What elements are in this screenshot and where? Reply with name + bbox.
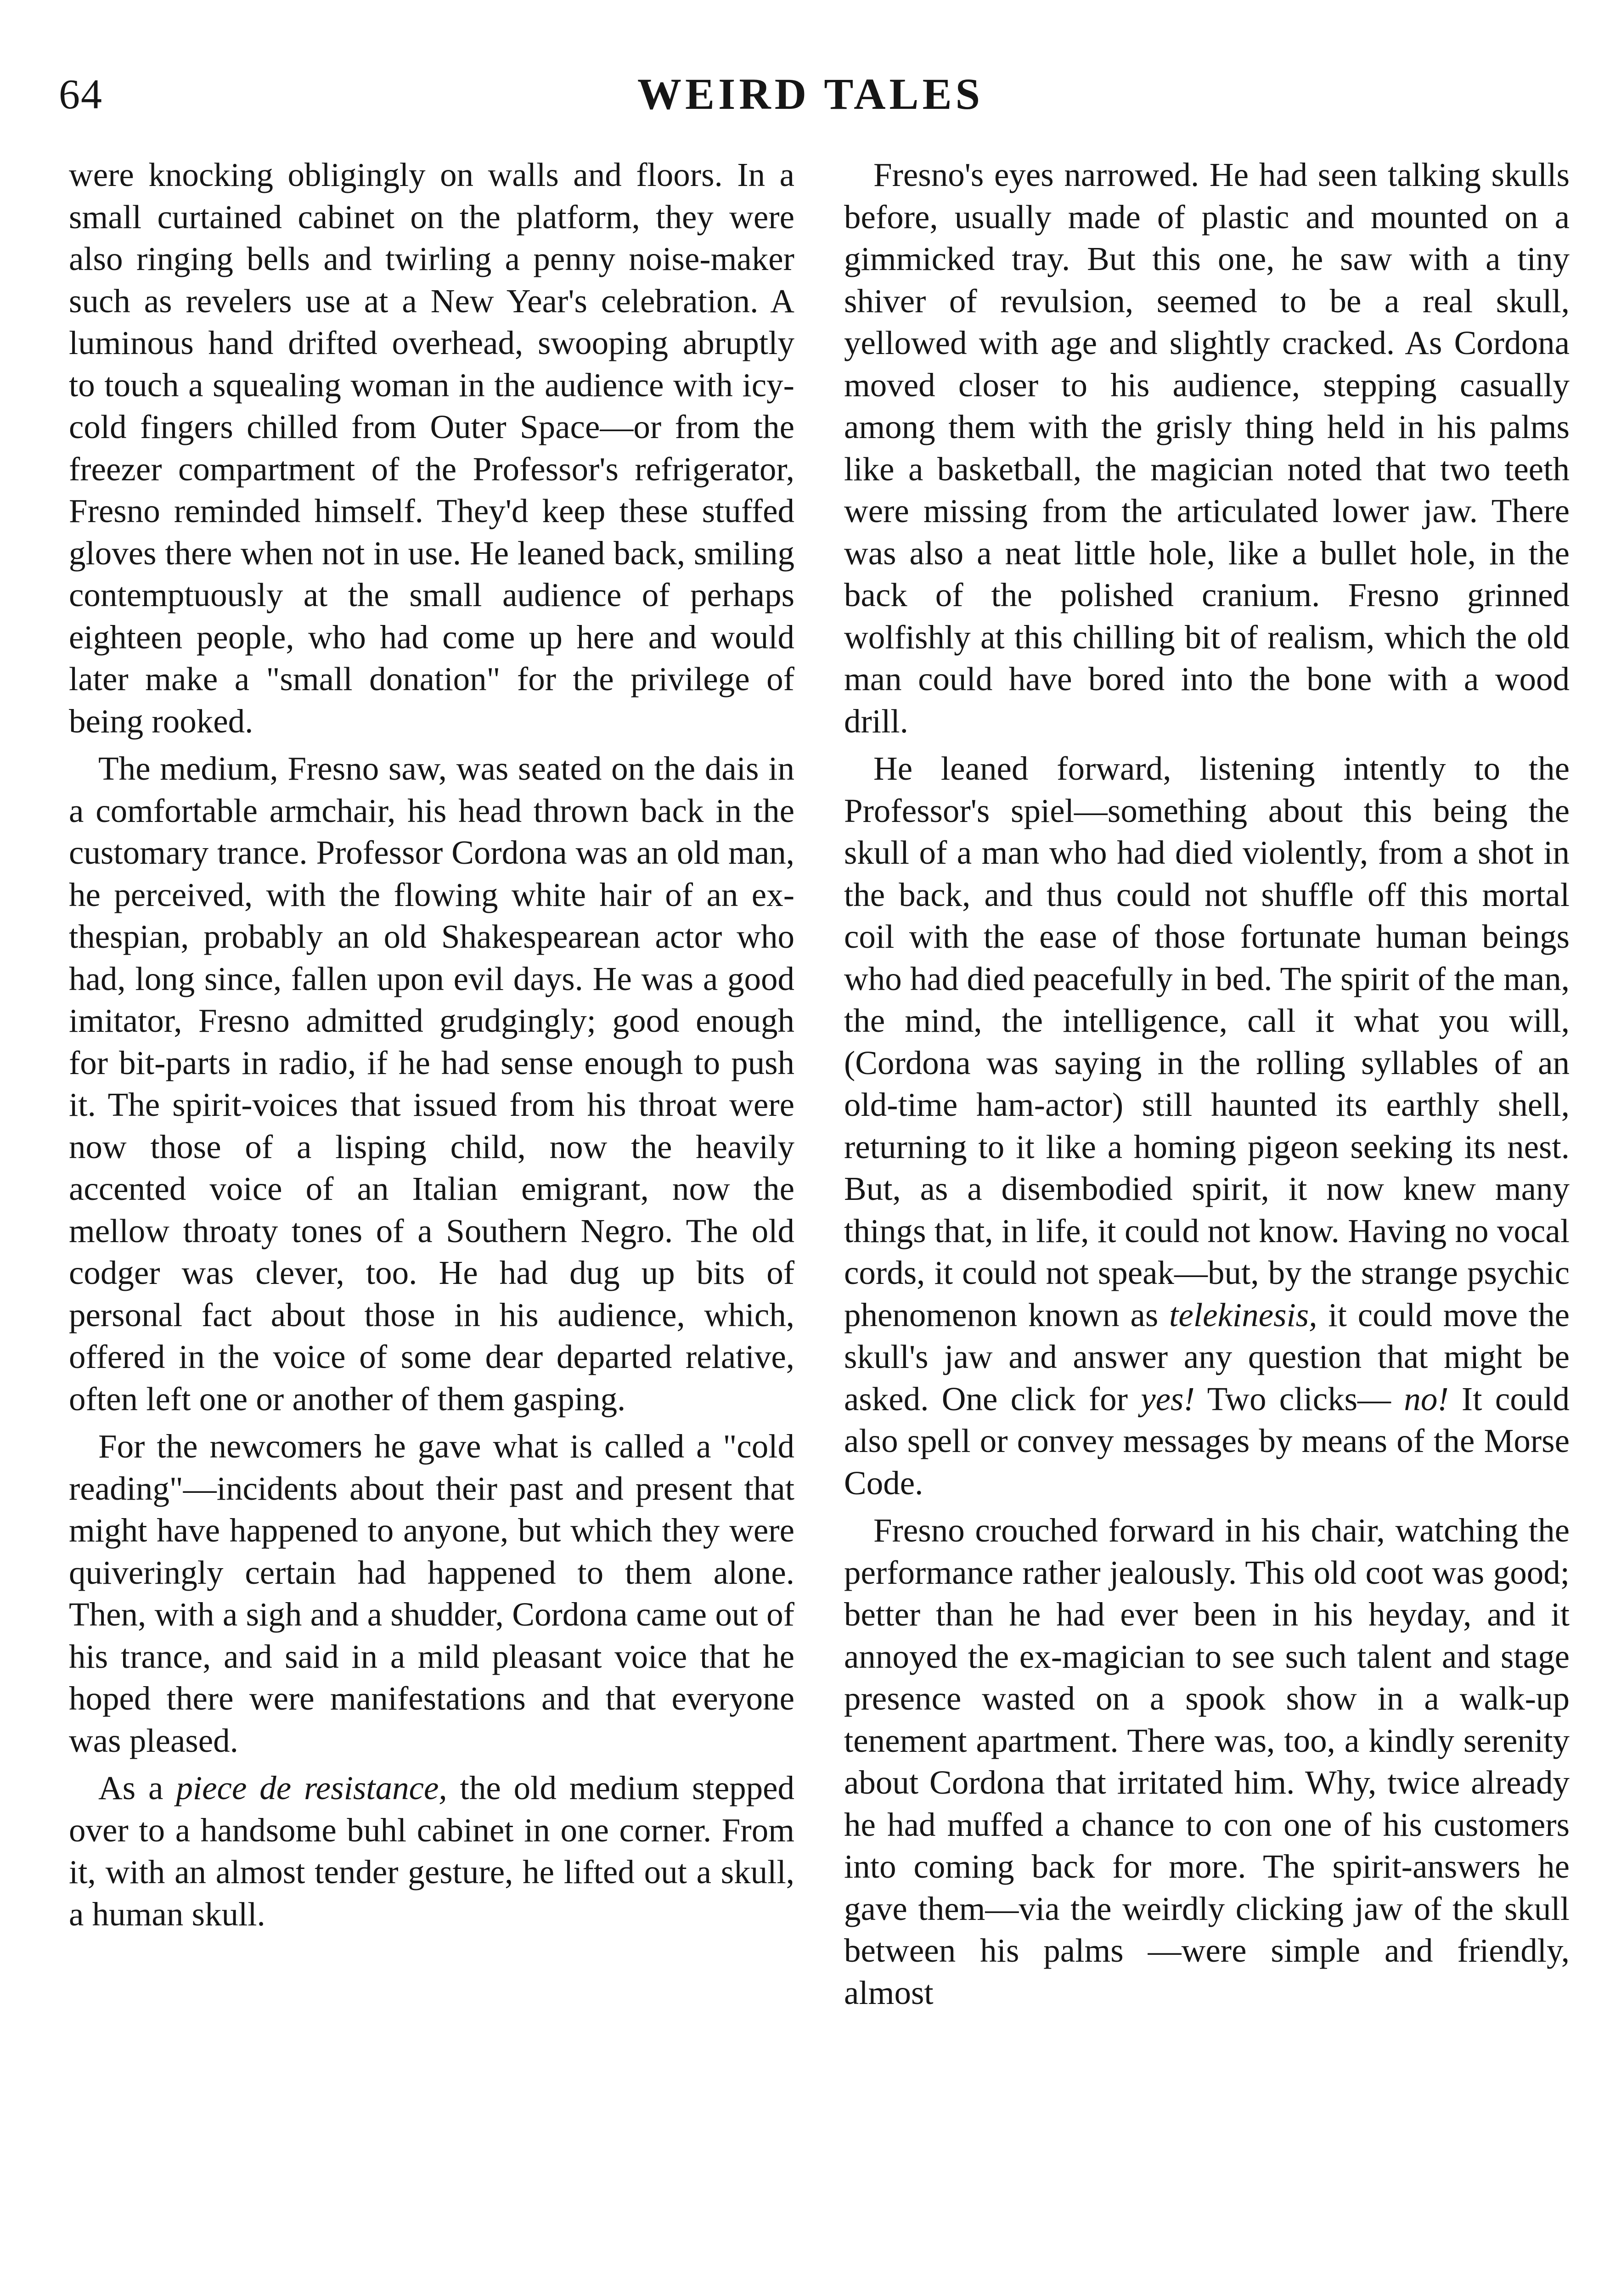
- running-title: WEIRD TALES: [637, 69, 984, 118]
- left-column: [69, 154, 794, 1941]
- paragraph: [69, 1767, 794, 1935]
- italic-word: telekinesis,: [1169, 1296, 1317, 1334]
- page-number: 64: [59, 71, 103, 118]
- text-run: It could also spell or convey messages by means of the Morse Code.: [844, 1380, 1570, 1502]
- text-run: it could move the skull's jaw and answer any question that might be asked. One click for: [844, 1296, 1570, 1418]
- text-run: Two clicks—: [1194, 1380, 1404, 1418]
- page-header: [0, 69, 1621, 124]
- paragraph: [844, 748, 1570, 1504]
- right-column: [844, 154, 1570, 2019]
- text-run: As a: [98, 1769, 176, 1806]
- paragraph: The medium, Fresno saw, was seated on the dais in a comfortable armchair, his head thrown back in the customary trance. Professor Cordona was an old man, he perceived, with the flowing white hair of an ex-thespian, probably an old Shakespearean actor who had, long since, fallen upon evil days. He was a good imitator, Fresno admitted grudgingly; good enough for bit-parts in radio, if he had sense enough to push it. The spirit-voices that issued from his throat were now those of a lisping child, now the heavily accented voice of an Italian emigrant, now the mellow throaty tones of a Southern Negro. The old codger was clever, too. He had dug up bits of personal fact about those in his audience, which, offered in the voice of some dear departed relative, often left one or another of them gasping.: [69, 750, 794, 1418]
- paragraph: Fresno's eyes narrowed. He had seen talking skulls before, usually made of plastic and mounted on a gimmicked tray. But this one, he saw with a tiny shiver of revulsion, seemed to be a real skull, yellowed with age and slightly cracked. As Cordona moved closer to his audience, stepping casually among them with the grisly thing held in his palms like a basketball, the magician noted that two teeth were missing from the articulated lower jaw. There was also a neat little hole, like a bullet hole, in the back of the polished cranium. Fresno grinned wolfishly at this chilling bit of realism, which the old man could have bored into the bone with a wood drill.: [844, 156, 1570, 740]
- paragraph: were knocking obligingly on walls and floors. In a small curtained cabinet on the platform, they were also ringing bells and twirling a penny noise-maker such as revelers use at a New Year's celebration. A luminous hand drifted overhead, swooping abruptly to touch a squealing woman in the audience with icy-cold fingers chilled from Outer Space—or from the freezer compartment of the Professor's refrigerator, Fresno reminded himself. They'd keep these stuffed gloves there when not in use. He leaned back, smiling contemptuously at the small audience of perhaps eighteen people, who had come up here and would later make a "small donation" for the privilege of being rooked.: [69, 156, 794, 740]
- paragraph: For the newcomers he gave what is called a "cold reading"—incidents about their past and present that might have happened to anyone, but which they were quiveringly certain had happened to them alone. Then, with a sigh and a shudder, Cordona came out of his trance, and said in a mild pleasant voice that he hoped there were manifestations and that everyone was pleased.: [69, 1428, 794, 1759]
- italic-word: no!: [1404, 1380, 1449, 1418]
- text-run: the old medium stepped over to a handsome buhl cabinet in one corner. From it, with an almost tender gesture, he lifted out a skull, a human skull.: [69, 1769, 795, 1933]
- italic-phrase: piece de resistance,: [176, 1769, 447, 1806]
- paragraph: Fresno crouched forward in his chair, watching the performance rather jealously. This old coot was good; better than he had ever been in his heyday, and it annoyed the ex-magician to see such talent and stage presence wasted on a spook show in a walk-up tenement apartment. There was, too, a kindly serenity about Cordona that irritated him. Why, twice already he had muffed a chance to con one of his customers into coming back for more. The spirit-answers he gave them—via the weirdly clicking jaw of the skull between his palms —were simple and friendly, almost: [844, 1512, 1570, 2011]
- italic-word: yes!: [1141, 1380, 1195, 1418]
- text-run: He leaned forward, listening intently to the Professor's spiel—something about this being the skull of a man who had died violently, from a shot in the back, and thus could not shuffle off this mortal coil with the ease of those fortunate human beings who had died peacefully in bed. The spirit of the man, the mind, the intelligence, call it what you will, (Cordona was saying in the rolling syllables of an old-time ham-actor) still haunted its earthly shell, returning to it like a homing pigeon seeking its nest. But, as a disembodied spirit, it now knew many things that, in life, it could not know. Having no vocal cords, it could not speak—but, by the strange psychic phenomenon known as: [844, 750, 1570, 1334]
